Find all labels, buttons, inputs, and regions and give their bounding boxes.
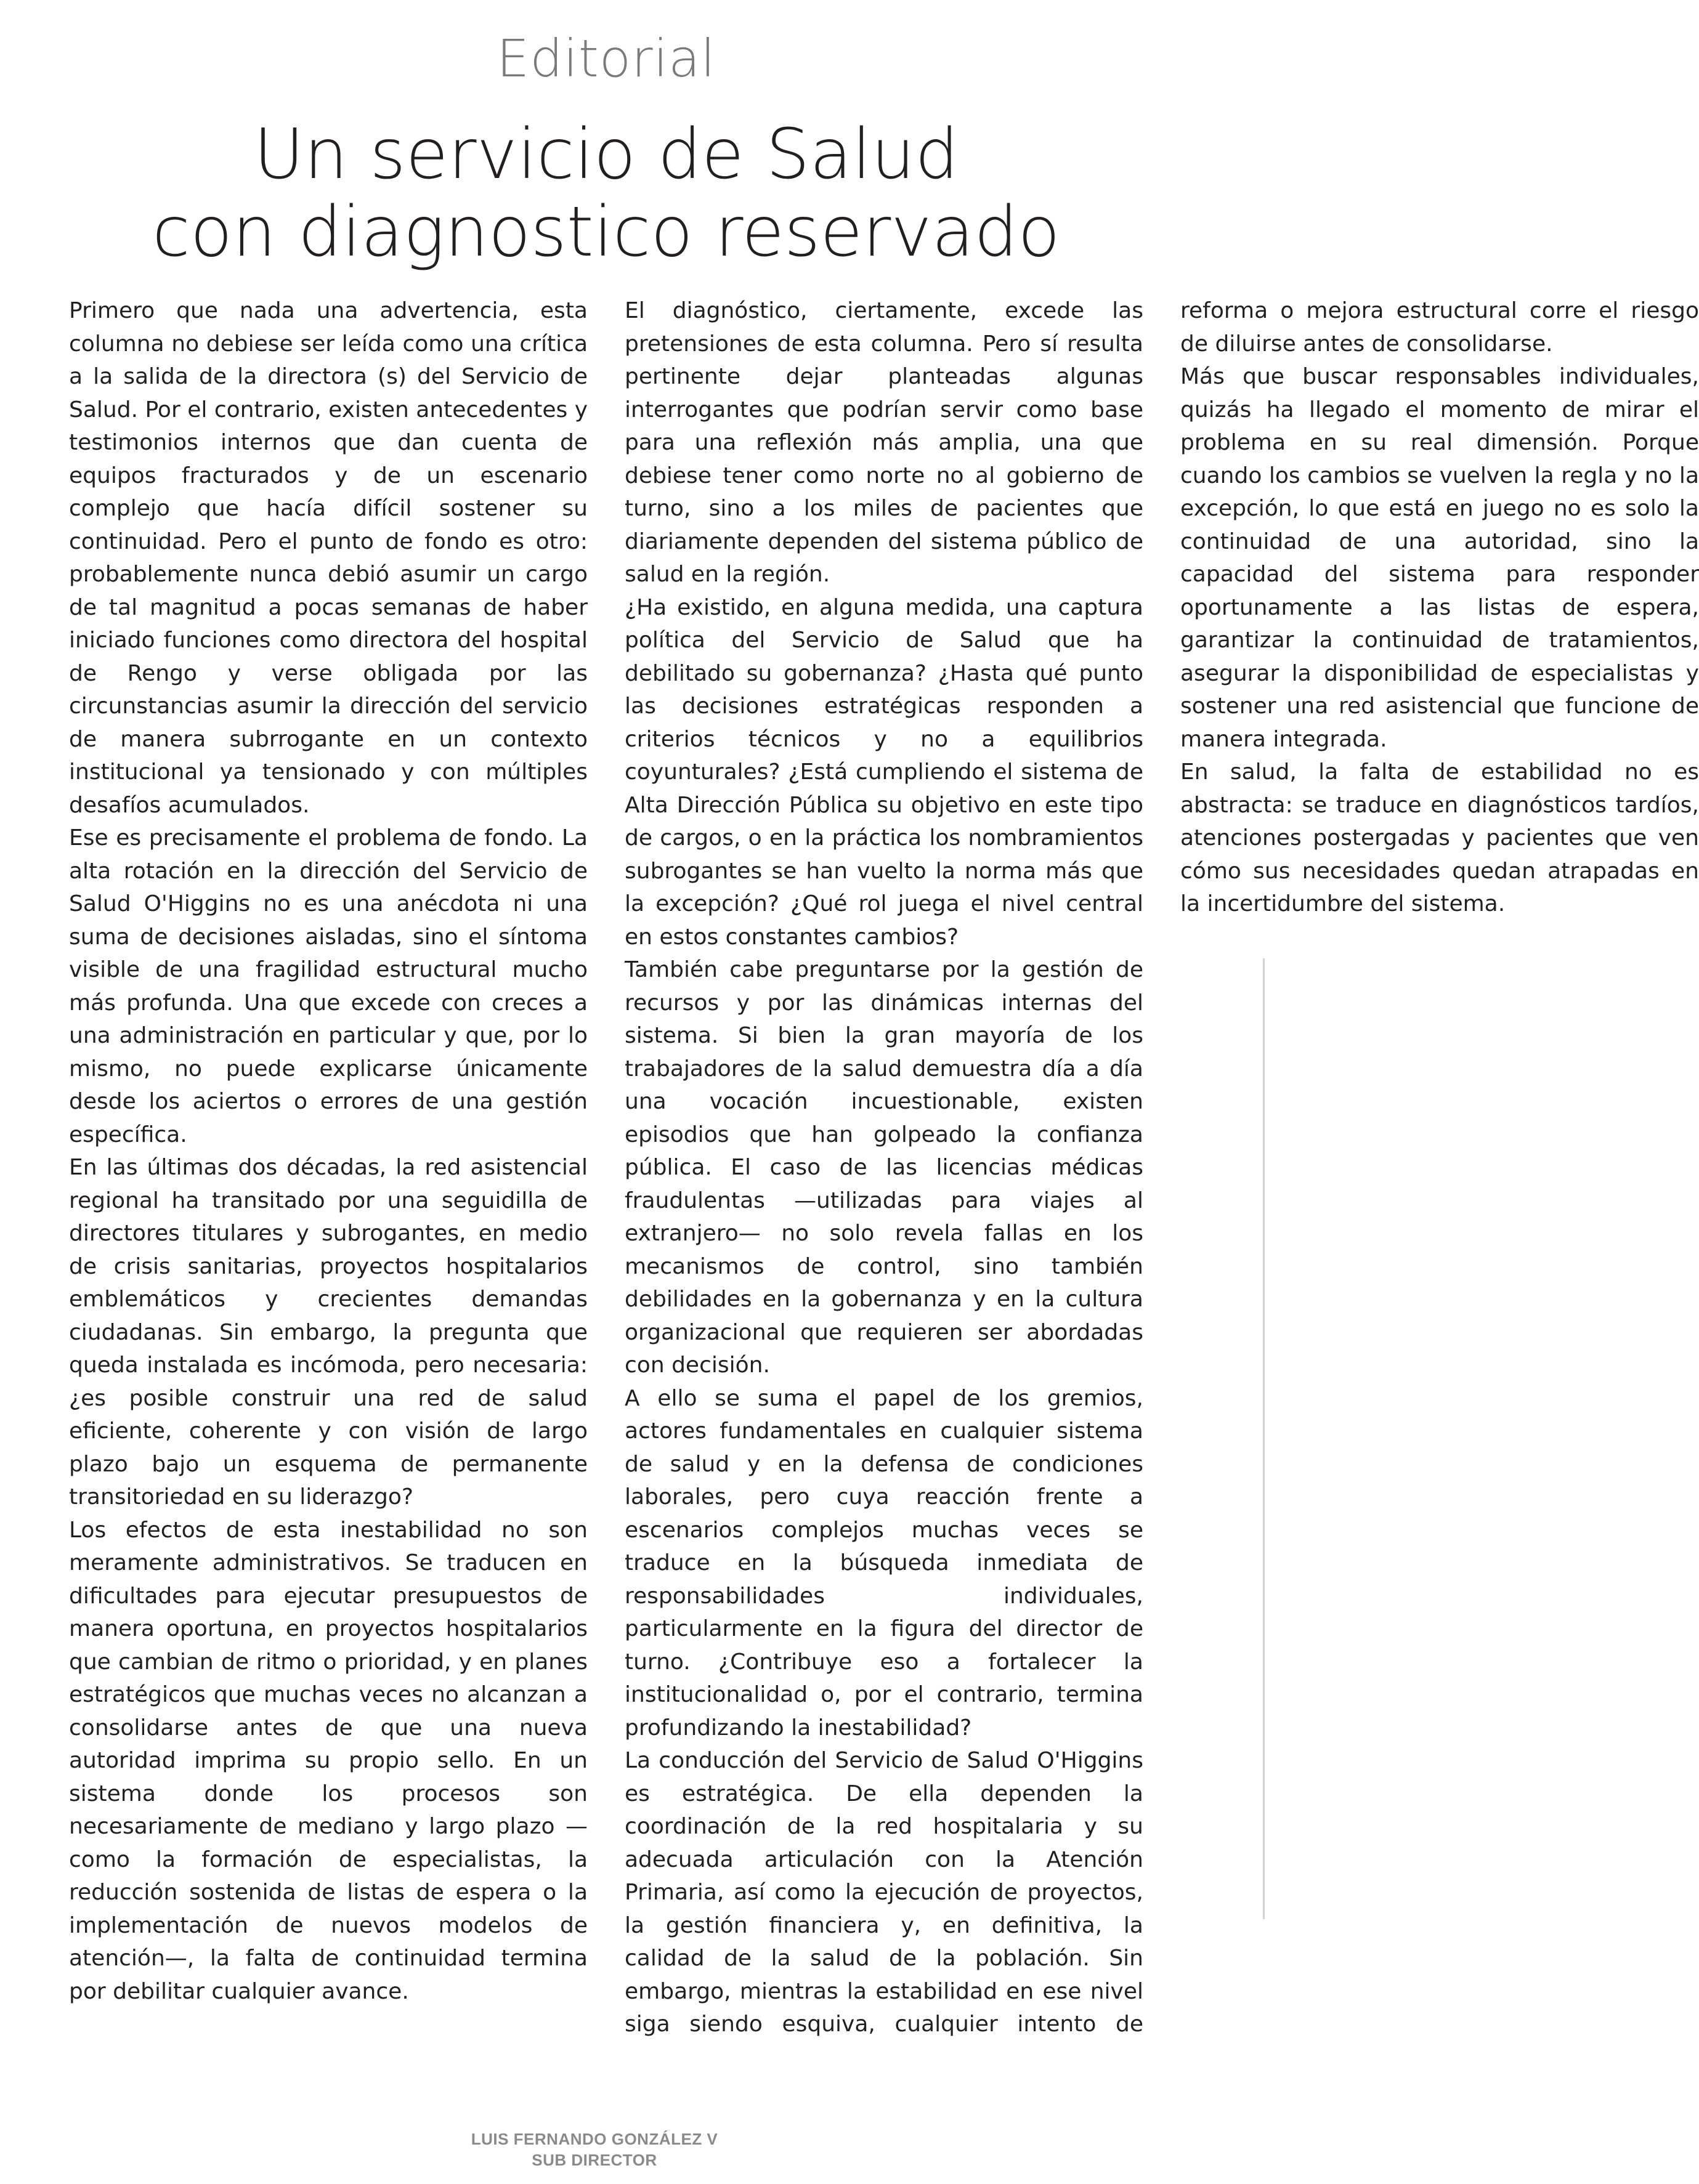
paragraph: Ese es precisamente el problema de fondo. La alta rotación en la dirección del Servicio de Salud O'Higgins no es una anécdota ni una suma de decisiones aisladas, sino el síntoma visible de una fragilidad estructural mucho más profunda. Una que excede con creces a una administración en particular y que, por lo mismo, no puede explicarse únicamente desde los aciertos o errores de una gestión específica. bbox=[69, 825, 588, 1147]
paragraph: ¿Ha existido, en alguna medida, una captura política del Servicio de Salud que ha debilitado su gobernanza? ¿Hasta qué punto las decisiones estratégicas responden a criterios técnicos y no a equilibrios coyunturales? ¿Está cumpliendo el sistema de Alta Dirección Pública su objetivo en este tipo de cargos, o en la práctica los nombramientos subrogantes se han vuelto la norma más que la excepción? ¿Qué rol juega el nivel central en estos constantes cambios? bbox=[625, 594, 1143, 950]
margin-rule bbox=[1263, 958, 1265, 1919]
paragraph: Primero que nada una advertencia, esta columna no debiese ser leída como una crítica a la salida de la directora (s) del Servicio de Salud. Por el contrario, existen antecedentes y testimonios internos que dan cuenta de equipos fracturados y de un escenario complejo que hacía difícil sostener su continuidad. Pero el punto de fondo es otro: probablemente nunca debió asumir un cargo de tal magnitud a pocas semanas de haber iniciado funciones como directora del hospital de Rengo y verse obligada por las circunstancias asumir la dirección del servicio de manera subrrogante en un contexto institucional ya tensionado y con múltiples desafíos acumulados. bbox=[69, 298, 588, 818]
headline-line-2: con diagnostico reservado bbox=[152, 192, 1060, 272]
paragraph: En las últimas dos décadas, la red asistencial regional ha transitado por una seguidilla de directores titulares y subrogantes, en medio de crisis sanitarias, proyectos hospitalarios emblemáticos y crecientes demandas ciudadanas. Sin embargo, la pregunta que queda instalada es incómoda, pero necesaria: ¿es posible construir una red de salud eficiente, coherente y con visión de largo plazo bajo un esquema de permanente transitoriedad en su liderazgo? bbox=[69, 1155, 588, 1510]
paragraph: También cabe preguntarse por la gestión de recursos y por las dinámicas internas del sistema. Si bien la gran mayoría de los trabajadores de la salud demuestra día a día una vocación incuestionable, existen episodios que han golpeado la confianza pública. El caso de las licencias médicas fraudulentas —utilizadas para viajes al extranjero— no solo revela fallas en los mecanismos de control, sino también debilidades en la gobernanza y en la cultura organizacional que requieren ser abordadas con decisión. bbox=[625, 957, 1143, 1378]
paragraph: Más que buscar responsables individuales, quizás ha llegado el momento de mirar el problema en su real dimensión. Porque cuando los cambios se vuelven la regla y no la excepción, lo que está en juego no es solo la continuidad de una autoridad, sino la capacidad del sistema para responder oportunamente a las listas de espera, garantizar la continuidad de tratamientos, asegurar la disponibilidad de especialistas y sostener una red asistencial que funcione de manera integrada. bbox=[1180, 364, 1699, 752]
headline-line-1: Un servicio de Salud bbox=[253, 115, 959, 195]
section-label: Editorial bbox=[497, 28, 716, 89]
article-body bbox=[69, 294, 1699, 2068]
headline bbox=[0, 116, 1212, 271]
paragraph: En salud, la falta de estabilidad no es abstracta: se traduce en diagnósticos tardíos, atenciones postergadas y pacientes que ven cómo sus necesidades quedan atrapadas en la incertidumbre del sistema. bbox=[1180, 759, 1699, 916]
byline bbox=[0, 2129, 1189, 2170]
author-role: SUB DIRECTOR bbox=[532, 2151, 657, 2169]
paragraph: Los efectos de esta inestabilidad no son meramente administrativos. Se traducen en dificultades para ejecutar presupuestos de manera oportuna, en proyectos hospitalarios que cambian de ritmo o prioridad, y en planes estratégicos que muchas veces no alcanzan a consolidarse antes de que una nueva autoridad imprima su propio sello. En un sistema donde los procesos son necesariamente de mediano y largo plazo —como la formación de especialistas, la reducción sostenida de listas de espera o la implementación de nuevos modelos de atención—, la falta de continuidad termina por debilitar cualquier avance. bbox=[69, 1517, 588, 2004]
paragraph: La conducción del Servicio de Salud O'Higgins es estratégica. De ella dependen la coordinación de la red hospitalaria y su adecuada articulación con la Atención Primaria, así como la ejecución de proyectos, la gestión financiera y, en definitiva, la calidad de la salud de la población. Sin embargo, mientras la estabilidad en ese nivel siga siendo esquiva, cualquier intento de reforma o mejora estructural corre el riesgo de diluirse antes de consolidarse. bbox=[625, 298, 1699, 2037]
paragraph: El diagnóstico, ciertamente, excede las pretensiones de esta columna. Pero sí resulta pertinente dejar planteadas algunas interrogantes que podrían servir como base para una reflexión más amplia, una que debiese tener como norte no al gobierno de turno, sino a los miles de pacientes que diariamente dependen del sistema público de salud en la región. bbox=[625, 298, 1143, 587]
author-name: LUIS FERNANDO GONZÁLEZ V bbox=[471, 2130, 718, 2148]
paragraph: A ello se suma el papel de los gremios, actores fundamentales en cualquier sistema de salud y en la defensa de condiciones laborales, pero cuya reacción frente a escenarios complejos muchas veces se traduce en la búsqueda inmediata de responsabilidades individuales, particularmente en la figura del director de turno. ¿Contribuye eso a fortalecer la institucionalidad o, por el contrario, termina profundizando la inestabilidad? bbox=[625, 1385, 1143, 1741]
